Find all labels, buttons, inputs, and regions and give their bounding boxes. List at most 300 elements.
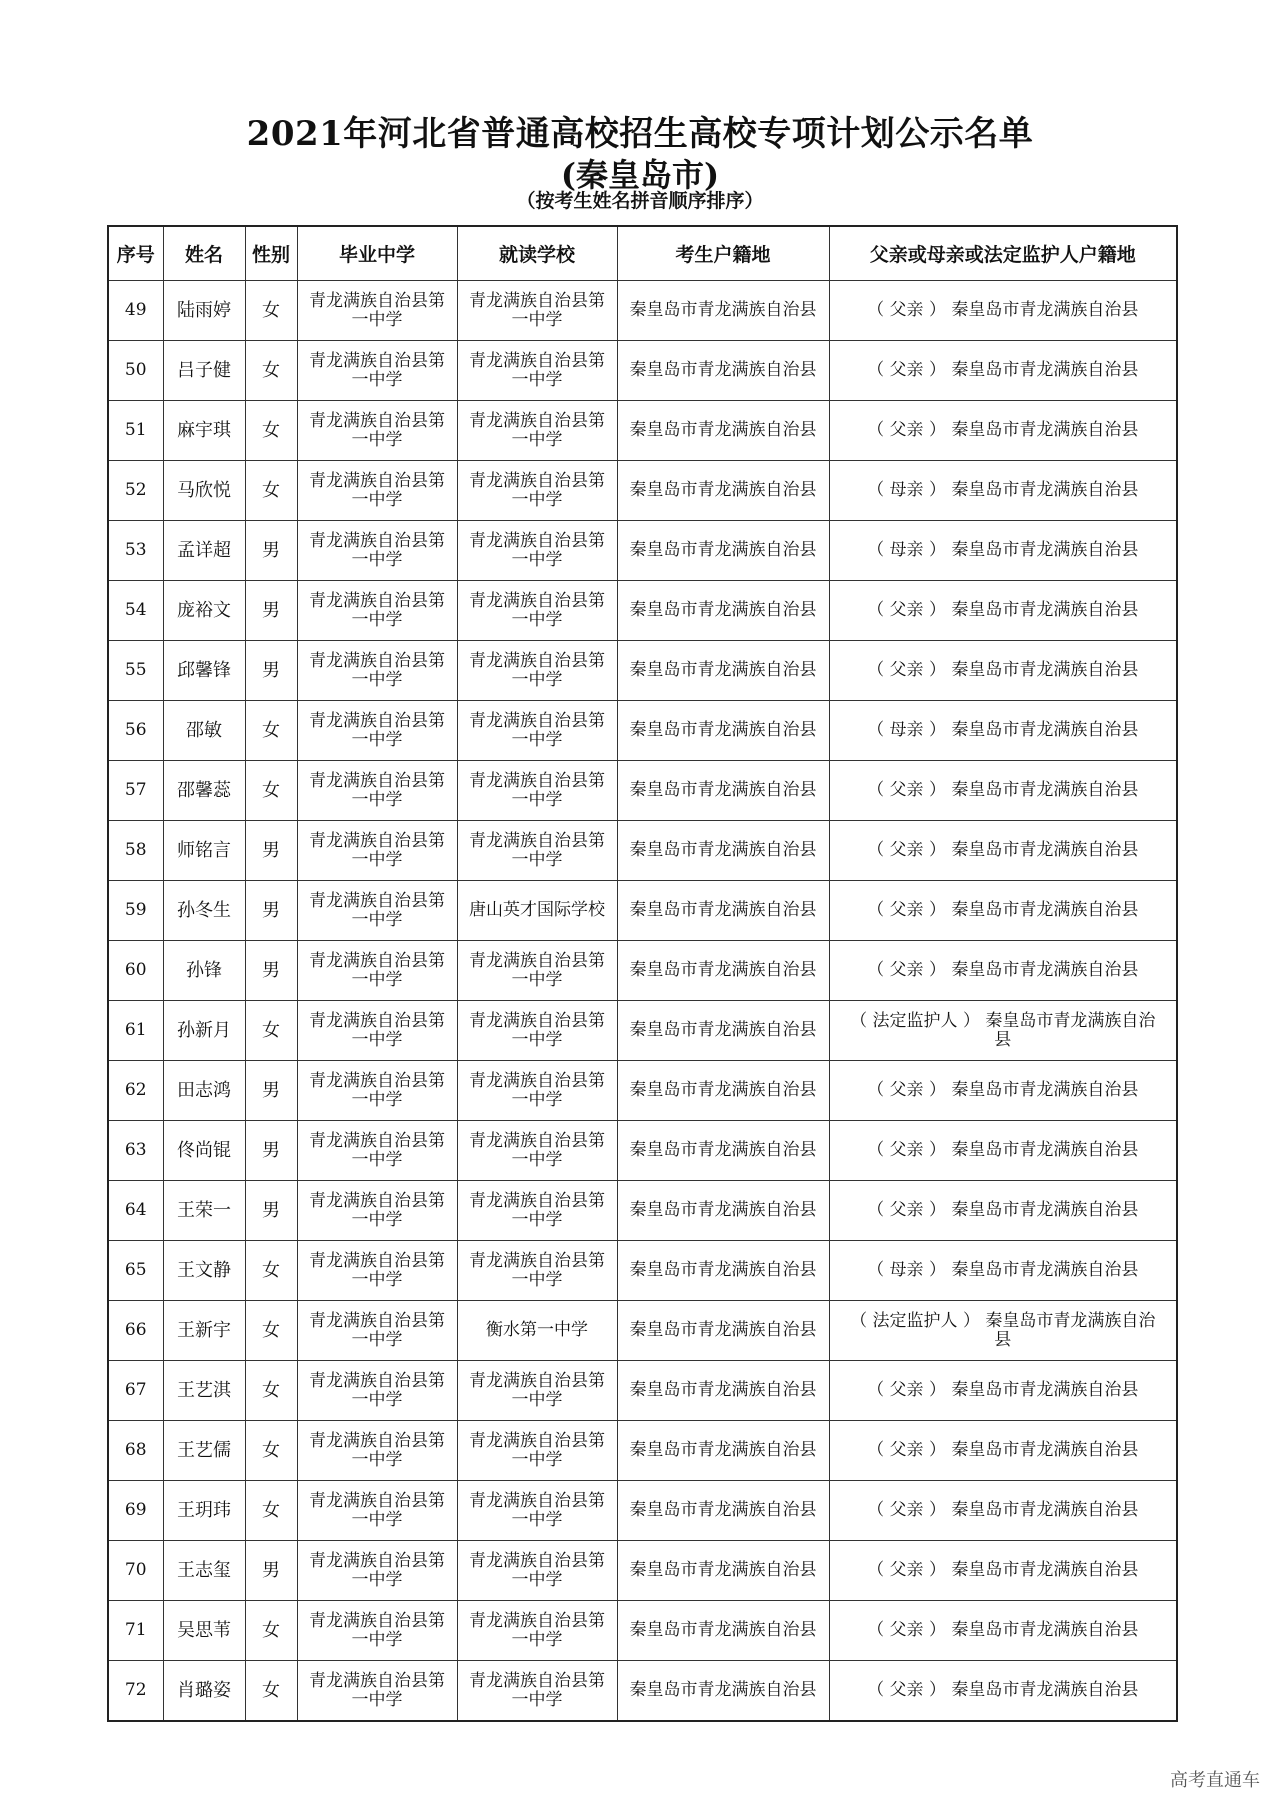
cell-seq [108,281,163,341]
cell-current-school [457,1001,617,1061]
cell-name-text: 吕子健 [177,360,231,381]
cell-household-registration [617,1361,829,1421]
cell-household-registration [617,281,829,341]
cell-gender-text: 男 [262,600,280,621]
cell-seq [108,1181,163,1241]
cell-household-registration [617,341,829,401]
cell-household-registration-text: 秦皇岛市青龙满族自治县 [629,1320,817,1340]
cell-current-school [457,1481,617,1541]
cell-guardian-registration [829,1601,1177,1661]
cell-graduation-school-text: 青龙满族自治县第一中学 [309,290,445,330]
cell-graduation-school-text: 青龙满族自治县第一中学 [309,1250,445,1290]
table-row [108,341,1177,401]
cell-guardian-registration [829,1301,1177,1361]
cell-current-school-text: 青龙满族自治县第一中学 [469,830,605,870]
cell-gender [245,701,297,761]
cell-seq [108,401,163,461]
cell-seq [108,701,163,761]
cell-current-school-text: 青龙满族自治县第一中学 [469,1430,605,1470]
cell-gender [245,1541,297,1601]
table-row [108,521,1177,581]
cell-current-school [457,941,617,1001]
cell-name-text: 田志鸿 [177,1080,231,1101]
cell-name-text: 佟尚锟 [177,1140,231,1161]
cell-gender-text: 男 [262,840,280,861]
table-row [108,941,1177,1001]
cell-current-school-text: 青龙满族自治县第一中学 [469,1550,605,1590]
cell-name [163,1241,245,1301]
cell-gender [245,461,297,521]
cell-current-school [457,1541,617,1601]
cell-seq [108,1661,163,1722]
cell-name-text: 邵敏 [186,720,222,741]
cell-current-school-text: 青龙满族自治县第一中学 [469,1610,605,1650]
candidate-table [107,225,1178,1722]
cell-seq-text: 55 [124,660,147,680]
cell-gender-text: 男 [262,1140,280,1161]
cell-guardian-registration [829,1481,1177,1541]
cell-name [163,1001,245,1061]
cell-guardian-registration-text: （ 父亲 ） 秦皇岛市青龙满族自治县 [867,1620,1139,1640]
cell-name [163,581,245,641]
cell-guardian-registration-text: （ 父亲 ） 秦皇岛市青龙满族自治县 [867,1380,1139,1400]
cell-guardian-registration [829,1541,1177,1601]
cell-graduation-school [297,1601,457,1661]
cell-seq [108,821,163,881]
cell-guardian-registration-text: （ 法定监护人 ） 秦皇岛市青龙满族自治县 [850,1010,1156,1050]
cell-seq [108,1241,163,1301]
cell-household-registration [617,1001,829,1061]
cell-guardian-registration [829,1181,1177,1241]
cell-seq-text: 50 [124,360,147,380]
table-row [108,1541,1177,1601]
cell-current-school-text: 青龙满族自治县第一中学 [469,410,605,450]
cell-current-school-text: 青龙满族自治县第一中学 [469,650,605,690]
cell-graduation-school-text: 青龙满族自治县第一中学 [309,1610,445,1650]
table-header-row [108,226,1177,281]
cell-seq [108,1421,163,1481]
cell-graduation-school [297,1181,457,1241]
cell-guardian-registration [829,581,1177,641]
cell-household-registration [617,1541,829,1601]
cell-graduation-school-text: 青龙满族自治县第一中学 [309,710,445,750]
cell-name-text: 邱馨锋 [177,660,231,681]
table-row [108,1241,1177,1301]
cell-gender-text: 女 [262,1020,280,1041]
cell-guardian-registration-text: （ 父亲 ） 秦皇岛市青龙满族自治县 [867,780,1139,800]
cell-current-school [457,1061,617,1121]
cell-gender-text: 男 [262,900,280,921]
cell-name [163,1121,245,1181]
cell-graduation-school [297,1121,457,1181]
cell-name-text: 王志玺 [177,1560,231,1581]
cell-seq-text: 54 [124,600,147,620]
cell-household-registration-text: 秦皇岛市青龙满族自治县 [629,900,817,920]
cell-guardian-registration [829,941,1177,1001]
cell-household-registration [617,1601,829,1661]
cell-graduation-school [297,1241,457,1301]
table-row [108,1061,1177,1121]
cell-gender [245,761,297,821]
cell-seq [108,1001,163,1061]
cell-household-registration [617,1181,829,1241]
cell-name [163,521,245,581]
cell-graduation-school-text: 青龙满族自治县第一中学 [309,470,445,510]
table-row [108,401,1177,461]
cell-current-school-text: 青龙满族自治县第一中学 [469,590,605,630]
cell-name-text: 王玥玮 [177,1500,231,1521]
header-guardian-registration: 父亲或母亲或法定监护人户籍地 [829,226,1177,281]
cell-name-text: 麻宇琪 [177,420,231,441]
cell-guardian-registration-text: （ 父亲 ） 秦皇岛市青龙满族自治县 [867,600,1139,620]
cell-current-school [457,881,617,941]
cell-guardian-registration [829,1661,1177,1722]
cell-name-text: 马欣悦 [177,480,231,501]
cell-name [163,881,245,941]
table-row [108,1421,1177,1481]
header-current-school: 就读学校 [457,226,617,281]
cell-gender-text: 女 [262,1380,280,1401]
cell-graduation-school [297,761,457,821]
cell-graduation-school [297,401,457,461]
cell-graduation-school-text: 青龙满族自治县第一中学 [309,1490,445,1530]
cell-seq-text: 57 [124,780,147,800]
cell-seq [108,581,163,641]
cell-current-school-text: 青龙满族自治县第一中学 [469,290,605,330]
cell-current-school-text: 青龙满族自治县第一中学 [469,1670,605,1710]
cell-name-text: 王文静 [177,1260,231,1281]
cell-seq [108,461,163,521]
cell-name-text: 肖璐姿 [177,1680,231,1701]
table-row [108,1121,1177,1181]
cell-guardian-registration [829,1061,1177,1121]
cell-household-registration-text: 秦皇岛市青龙满族自治县 [629,1380,817,1400]
cell-seq-text: 58 [124,840,147,860]
cell-seq [108,341,163,401]
header-household-registration: 考生户籍地 [617,226,829,281]
cell-current-school-text: 青龙满族自治县第一中学 [469,1490,605,1530]
cell-gender-text: 女 [262,420,280,441]
cell-gender [245,1001,297,1061]
cell-household-registration-text: 秦皇岛市青龙满族自治县 [629,1020,817,1040]
cell-seq [108,1121,163,1181]
cell-current-school [457,1241,617,1301]
table-row [108,1481,1177,1541]
header-name: 姓名 [163,226,245,281]
cell-guardian-registration-text: （ 父亲 ） 秦皇岛市青龙满族自治县 [867,900,1139,920]
cell-gender-text: 女 [262,300,280,321]
cell-current-school [457,821,617,881]
cell-graduation-school [297,461,457,521]
cell-gender [245,1421,297,1481]
cell-name-text: 王荣一 [177,1200,231,1221]
cell-graduation-school [297,1061,457,1121]
cell-household-registration [617,821,829,881]
cell-gender [245,941,297,1001]
cell-guardian-registration-text: （ 法定监护人 ） 秦皇岛市青龙满族自治县 [850,1310,1156,1350]
cell-household-registration-text: 秦皇岛市青龙满族自治县 [629,420,817,440]
cell-name [163,701,245,761]
cell-household-registration [617,701,829,761]
cell-household-registration-text: 秦皇岛市青龙满族自治县 [629,660,817,680]
table-row [108,1361,1177,1421]
cell-name [163,1361,245,1421]
cell-guardian-registration-text: （ 父亲 ） 秦皇岛市青龙满族自治县 [867,1080,1139,1100]
cell-seq-text: 62 [124,1080,147,1100]
cell-graduation-school-text: 青龙满族自治县第一中学 [309,410,445,450]
cell-name [163,641,245,701]
cell-graduation-school-text: 青龙满族自治县第一中学 [309,770,445,810]
cell-household-registration-text: 秦皇岛市青龙满族自治县 [629,780,817,800]
cell-current-school [457,461,617,521]
cell-name [163,1481,245,1541]
table-row [108,641,1177,701]
cell-guardian-registration [829,761,1177,821]
cell-household-registration-text: 秦皇岛市青龙满族自治县 [629,1080,817,1100]
cell-seq-text: 70 [124,1560,147,1580]
cell-guardian-registration-text: （ 父亲 ） 秦皇岛市青龙满族自治县 [867,1680,1139,1700]
cell-guardian-registration-text: （ 母亲 ） 秦皇岛市青龙满族自治县 [867,720,1139,740]
cell-graduation-school [297,1541,457,1601]
cell-graduation-school [297,341,457,401]
cell-current-school-text: 青龙满族自治县第一中学 [469,1190,605,1230]
cell-guardian-registration-text: （ 父亲 ） 秦皇岛市青龙满族自治县 [867,420,1139,440]
cell-household-registration-text: 秦皇岛市青龙满族自治县 [629,1440,817,1460]
cell-seq-text: 65 [124,1260,147,1280]
cell-gender-text: 男 [262,1080,280,1101]
cell-name-text: 邵馨蕊 [177,780,231,801]
cell-gender-text: 女 [262,360,280,381]
cell-guardian-registration-text: （ 父亲 ） 秦皇岛市青龙满族自治县 [867,1200,1139,1220]
cell-gender-text: 女 [262,1680,280,1701]
watermark: 高考直通车 [1170,1770,1260,1791]
cell-guardian-registration-text: （ 父亲 ） 秦皇岛市青龙满族自治县 [867,1500,1139,1520]
cell-household-registration [617,521,829,581]
cell-guardian-registration [829,1361,1177,1421]
cell-graduation-school [297,1661,457,1722]
cell-graduation-school-text: 青龙满族自治县第一中学 [309,1550,445,1590]
cell-graduation-school [297,701,457,761]
cell-name [163,1661,245,1722]
cell-gender-text: 男 [262,960,280,981]
cell-seq-text: 66 [124,1320,147,1340]
cell-guardian-registration [829,461,1177,521]
cell-seq-text: 53 [124,540,147,560]
cell-gender [245,521,297,581]
cell-seq [108,1481,163,1541]
cell-household-registration-text: 秦皇岛市青龙满族自治县 [629,1500,817,1520]
cell-guardian-registration [829,1121,1177,1181]
cell-current-school [457,1601,617,1661]
cell-graduation-school [297,1301,457,1361]
cell-seq-text: 63 [124,1140,147,1160]
cell-guardian-registration-text: （ 父亲 ） 秦皇岛市青龙满族自治县 [867,840,1139,860]
sort-note: （按考生姓名拼音顺序排序） [516,190,764,212]
cell-graduation-school [297,581,457,641]
cell-guardian-registration-text: （ 父亲 ） 秦皇岛市青龙满族自治县 [867,300,1139,320]
cell-guardian-registration-text: （ 父亲 ） 秦皇岛市青龙满族自治县 [867,360,1139,380]
cell-current-school [457,701,617,761]
cell-name [163,461,245,521]
table-row [108,701,1177,761]
cell-graduation-school [297,281,457,341]
cell-gender [245,881,297,941]
cell-gender-text: 女 [262,480,280,501]
cell-current-school [457,401,617,461]
cell-name-text: 孙冬生 [177,900,231,921]
cell-seq [108,881,163,941]
cell-graduation-school-text: 青龙满族自治县第一中学 [309,890,445,930]
cell-gender-text: 男 [262,1560,280,1581]
cell-gender [245,1361,297,1421]
cell-gender [245,1061,297,1121]
cell-name-text: 庞裕文 [177,600,231,621]
cell-name [163,341,245,401]
cell-gender-text: 女 [262,720,280,741]
cell-household-registration-text: 秦皇岛市青龙满族自治县 [629,840,817,860]
cell-guardian-registration [829,521,1177,581]
cell-name-text: 师铭言 [177,840,231,861]
cell-gender [245,1481,297,1541]
cell-name [163,281,245,341]
cell-gender-text: 男 [262,660,280,681]
cell-seq [108,1301,163,1361]
cell-name [163,821,245,881]
cell-graduation-school [297,821,457,881]
cell-name [163,1541,245,1601]
cell-guardian-registration-text: （ 母亲 ） 秦皇岛市青龙满族自治县 [867,480,1139,500]
cell-name [163,1421,245,1481]
cell-household-registration [617,881,829,941]
cell-gender-text: 女 [262,1320,280,1341]
cell-household-registration-text: 秦皇岛市青龙满族自治县 [629,720,817,740]
cell-current-school-text: 青龙满族自治县第一中学 [469,1250,605,1290]
cell-household-registration-text: 秦皇岛市青龙满族自治县 [629,360,817,380]
cell-name [163,761,245,821]
cell-current-school-text: 青龙满族自治县第一中学 [469,1130,605,1170]
cell-household-registration [617,1661,829,1722]
cell-gender-text: 男 [262,1200,280,1221]
cell-household-registration [617,641,829,701]
cell-seq-text: 51 [124,420,147,440]
cell-seq-text: 52 [124,480,147,500]
cell-guardian-registration-text: （ 父亲 ） 秦皇岛市青龙满族自治县 [867,660,1139,680]
cell-current-school [457,281,617,341]
table-row [108,281,1177,341]
cell-seq-text: 67 [124,1380,147,1400]
cell-household-registration-text: 秦皇岛市青龙满族自治县 [629,960,817,980]
cell-gender [245,281,297,341]
cell-guardian-registration [829,1421,1177,1481]
cell-graduation-school-text: 青龙满族自治县第一中学 [309,830,445,870]
cell-guardian-registration [829,1241,1177,1301]
cell-gender-text: 女 [262,1260,280,1281]
cell-current-school-text: 青龙满族自治县第一中学 [469,530,605,570]
cell-graduation-school-text: 青龙满族自治县第一中学 [309,530,445,570]
cell-current-school [457,521,617,581]
cell-guardian-registration-text: （ 父亲 ） 秦皇岛市青龙满族自治县 [867,960,1139,980]
cell-name-text: 孙新月 [177,1020,231,1041]
cell-gender-text: 女 [262,1440,280,1461]
cell-seq [108,1061,163,1121]
cell-current-school [457,581,617,641]
cell-household-registration-text: 秦皇岛市青龙满族自治县 [629,1260,817,1280]
cell-guardian-registration [829,821,1177,881]
cell-guardian-registration [829,401,1177,461]
table-row [108,761,1177,821]
cell-household-registration [617,941,829,1001]
cell-current-school-text: 青龙满族自治县第一中学 [469,470,605,510]
cell-graduation-school [297,1421,457,1481]
cell-graduation-school-text: 青龙满族自治县第一中学 [309,1430,445,1470]
cell-seq-text: 49 [124,300,147,320]
table-row [108,1181,1177,1241]
cell-graduation-school-text: 青龙满族自治县第一中学 [309,1010,445,1050]
cell-seq [108,1601,163,1661]
cell-current-school-text: 青龙满族自治县第一中学 [469,1010,605,1050]
cell-household-registration-text: 秦皇岛市青龙满族自治县 [629,1140,817,1160]
cell-gender [245,1301,297,1361]
cell-name [163,1061,245,1121]
cell-gender [245,1241,297,1301]
cell-gender [245,1661,297,1722]
cell-seq-text: 59 [124,900,147,920]
cell-graduation-school [297,641,457,701]
table-row [108,1301,1177,1361]
table-row [108,1601,1177,1661]
cell-seq-text: 71 [124,1620,147,1640]
cell-guardian-registration [829,701,1177,761]
cell-current-school-text: 唐山英才国际学校 [469,900,605,920]
cell-graduation-school-text: 青龙满族自治县第一中学 [309,1070,445,1110]
cell-seq-text: 60 [124,960,147,980]
cell-graduation-school-text: 青龙满族自治县第一中学 [309,950,445,990]
cell-household-registration [617,1301,829,1361]
cell-seq [108,941,163,1001]
cell-household-registration [617,761,829,821]
header-seq: 序号 [108,226,163,281]
cell-current-school-text: 青龙满族自治县第一中学 [469,770,605,810]
cell-seq-text: 56 [124,720,147,740]
cell-seq [108,521,163,581]
cell-guardian-registration-text: （ 母亲 ） 秦皇岛市青龙满族自治县 [867,540,1139,560]
table-body [108,281,1177,1722]
cell-gender-text: 女 [262,780,280,801]
cell-graduation-school-text: 青龙满族自治县第一中学 [309,590,445,630]
cell-household-registration-text: 秦皇岛市青龙满族自治县 [629,1680,817,1700]
cell-seq [108,1541,163,1601]
cell-household-registration-text: 秦皇岛市青龙满族自治县 [629,600,817,620]
cell-household-registration [617,461,829,521]
cell-seq-text: 64 [124,1200,147,1220]
cell-guardian-registration [829,641,1177,701]
cell-graduation-school [297,1001,457,1061]
cell-household-registration-text: 秦皇岛市青龙满族自治县 [629,480,817,500]
cell-name-text: 王艺儒 [177,1440,231,1461]
table-row [108,1661,1177,1722]
cell-guardian-registration [829,1001,1177,1061]
cell-current-school [457,1661,617,1722]
cell-graduation-school-text: 青龙满族自治县第一中学 [309,1190,445,1230]
cell-current-school-text: 青龙满族自治县第一中学 [469,950,605,990]
table-row [108,821,1177,881]
cell-current-school [457,1181,617,1241]
cell-current-school [457,1121,617,1181]
cell-household-registration [617,401,829,461]
cell-household-registration-text: 秦皇岛市青龙满族自治县 [629,1560,817,1580]
cell-household-registration-text: 秦皇岛市青龙满族自治县 [629,1200,817,1220]
cell-graduation-school-text: 青龙满族自治县第一中学 [309,350,445,390]
